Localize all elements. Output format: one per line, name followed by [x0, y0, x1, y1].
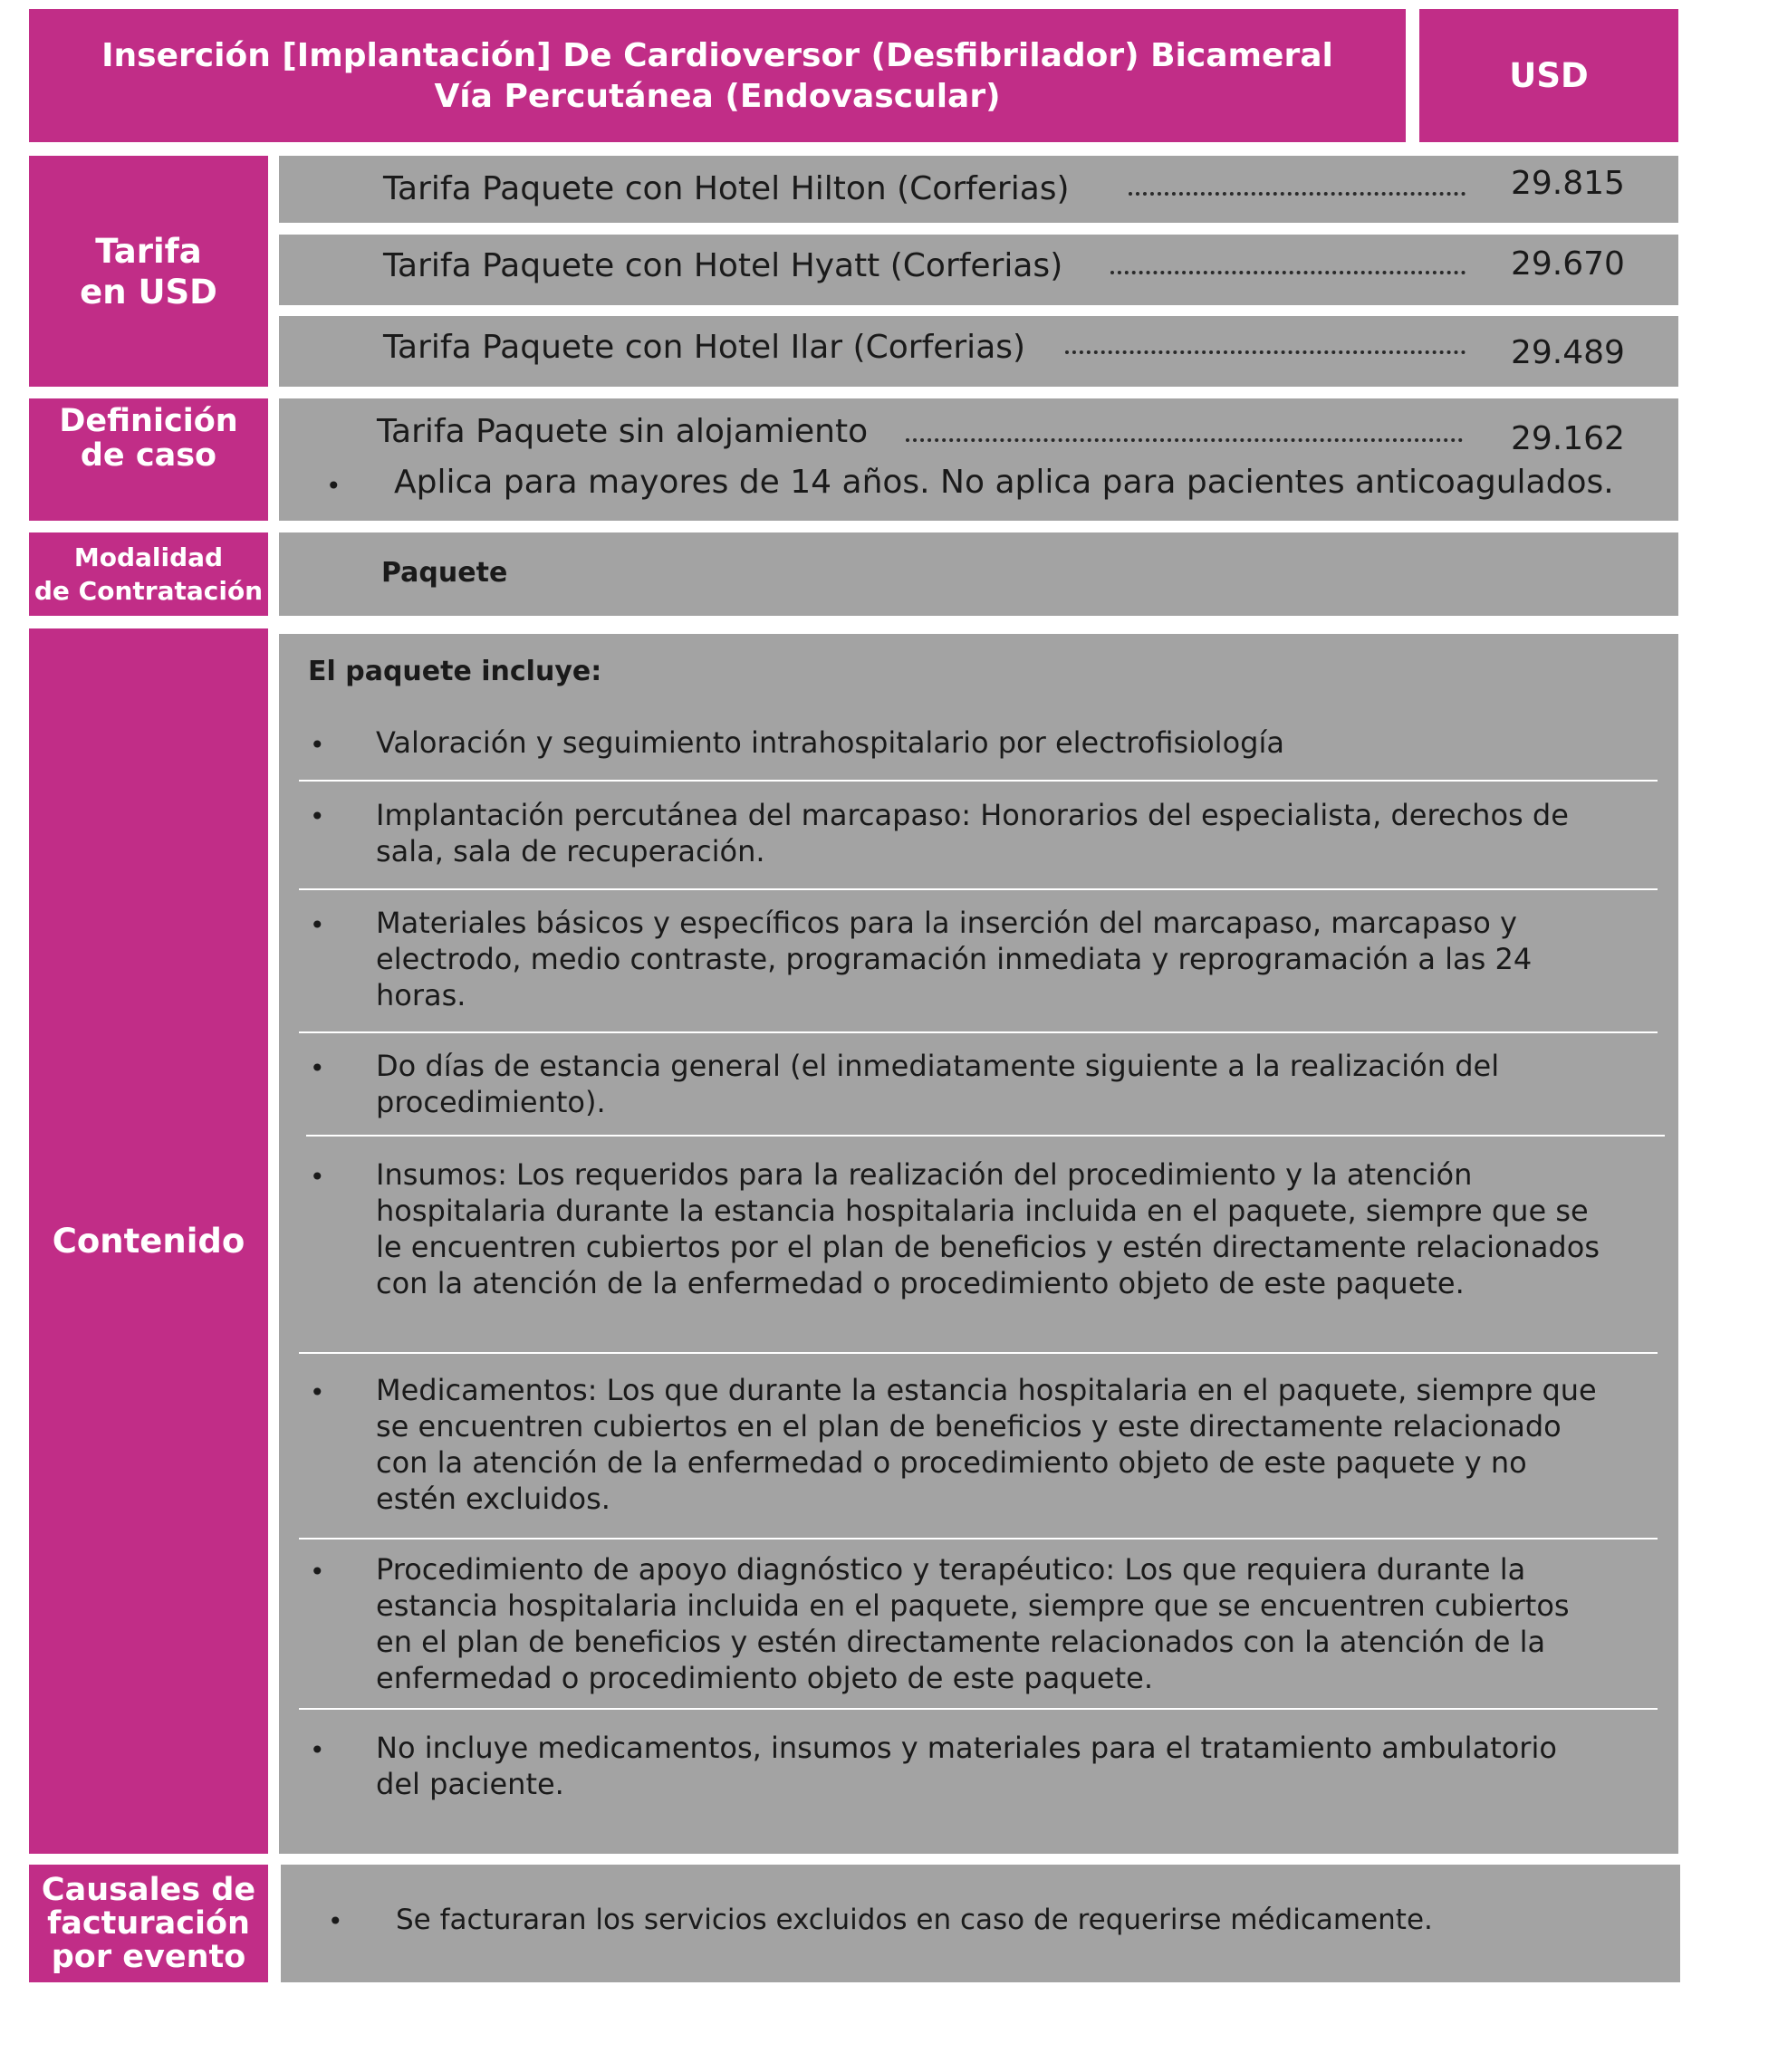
- causales-content: [281, 1865, 1680, 1982]
- contenido-label: Contenido: [52, 1222, 245, 1261]
- bullet-icon: •: [310, 1377, 325, 1407]
- bullet-icon: •: [310, 1162, 325, 1192]
- bullet-icon: •: [310, 910, 325, 940]
- header-title-line2: Vía Percutánea (Endovascular): [434, 77, 1001, 115]
- rate-row-ilar: [279, 316, 1678, 387]
- causales-label-line2: facturación: [47, 1904, 250, 1942]
- contenido-label-cell: [29, 628, 268, 1854]
- bullet-icon: •: [310, 1557, 325, 1587]
- rate-price: 29.162: [1511, 420, 1625, 457]
- rate-label: Tarifa Paquete con Hotel Hyatt (Corferias): [383, 247, 1063, 284]
- list-item: Materiales básicos y específicos para la inserción del marcapaso, marcapaso y electrodo, medio contraste, programación inmediata y reprogramación a las 24 horas.: [376, 906, 1533, 1012]
- rate-label: Tarifa Paquete con Hotel Hilton (Corferias): [383, 170, 1070, 207]
- divider: [299, 888, 1658, 890]
- rate-price: 29.670: [1511, 245, 1625, 283]
- divider: [299, 1352, 1658, 1354]
- list-item: Do días de estancia general (el inmediatamente siguiente a la realización del procedimiento).: [376, 1049, 1500, 1119]
- currency-label: USD: [1509, 56, 1589, 95]
- definicion-label-cell: [29, 398, 268, 521]
- list-item: Medicamentos: Los que durante la estancia hospitalaria en el paquete, siempre que se encuentren cubiertos en el plan de beneficios y este directamente relacionado con la atención de la enfermedad o procedimiento objeto de este paquete y no estén excluidos.: [376, 1373, 1597, 1516]
- modalidad-value: Paquete: [381, 557, 508, 589]
- divider: [299, 780, 1658, 782]
- rate-row-hyatt: [279, 235, 1678, 305]
- bullet-icon: •: [328, 1906, 343, 1936]
- header-title-cell: [29, 9, 1406, 142]
- modalidad-label-line2: de Contratación: [34, 576, 264, 606]
- list-item: Implantación percutánea del marcapaso: Honorarios del especialista, derechos de sala, sala de recuperación.: [376, 798, 1569, 868]
- header-currency-cell: [1419, 9, 1678, 142]
- divider: [299, 1031, 1658, 1033]
- list-item: Valoración y seguimiento intrahospitalario por electrofisiología: [376, 725, 1284, 760]
- rate-label: Tarifa Paquete sin alojamiento: [377, 413, 869, 450]
- list-item: No incluye medicamentos, insumos y materiales para el tratamiento ambulatorio del paciente.: [376, 1731, 1557, 1801]
- list-item: Insumos: Los requeridos para la realización del procedimiento y la atención hospitalaria durante la estancia hospitalaria incluida en el paquete, siempre que se le encuentren cubiertos por el plan de beneficios y estén directamente relacionados con la atención de la enfermedad o procedimiento objeto de este paquete.: [376, 1157, 1600, 1300]
- definicion-label-line1: Definición: [59, 403, 238, 439]
- bullet-icon: •: [310, 730, 325, 760]
- definicion-note: Aplica para mayores de 14 años. No aplica para pacientes anticoagulados.: [394, 464, 1614, 501]
- causales-label-line3: por evento: [51, 1938, 246, 1975]
- contenido-heading: El paquete incluye:: [308, 656, 602, 687]
- bullet-icon: •: [310, 1053, 325, 1083]
- divider: [299, 1538, 1658, 1540]
- divider: [299, 1708, 1658, 1710]
- rate-price: 29.489: [1511, 334, 1625, 371]
- rate-label: Tarifa Paquete con Hotel Ilar (Corferias): [383, 329, 1026, 366]
- definicion-content: [279, 398, 1678, 521]
- divider: [306, 1135, 1665, 1137]
- rate-row-hilton: [279, 156, 1678, 223]
- list-item: Procedimiento de apoyo diagnóstico y terapéutico: Los que requiera durante la estancia hospitalaria incluida en el paquete, siempre que se encuentren cubiertos en el plan de beneficios y estén directamente relacionados con la atención de la enfermedad o procedimiento objeto de este paquete.: [376, 1552, 1570, 1695]
- tarifa-label-line1: Tarifa: [95, 231, 202, 271]
- tarifa-label-line2: en USD: [80, 272, 217, 312]
- causales-text: Se facturaran los servicios excluidos en caso de requerirse médicamente.: [396, 1904, 1433, 1936]
- modalidad-label-line1: Modalidad: [73, 542, 224, 572]
- leader-dots: [906, 438, 1463, 442]
- bullet-icon: •: [310, 1735, 325, 1765]
- modalidad-label-cell: [29, 532, 268, 616]
- bullet-icon: •: [310, 801, 325, 831]
- bullet-icon: •: [326, 471, 341, 501]
- causales-label-line1: Causales de: [41, 1871, 256, 1908]
- header-title-line1: Inserción [Implantación] De Cardioversor (Desfibrilador) Bicameral: [101, 36, 1333, 74]
- tarifa-label-cell: [29, 156, 268, 387]
- leader-dots: [1065, 350, 1466, 354]
- causales-label-cell: [29, 1865, 268, 1982]
- rate-price: 29.815: [1511, 165, 1625, 202]
- leader-dots: [1129, 192, 1466, 196]
- leader-dots: [1110, 271, 1466, 274]
- definicion-label-line2: de caso: [80, 437, 217, 474]
- modalidad-content: [279, 532, 1678, 616]
